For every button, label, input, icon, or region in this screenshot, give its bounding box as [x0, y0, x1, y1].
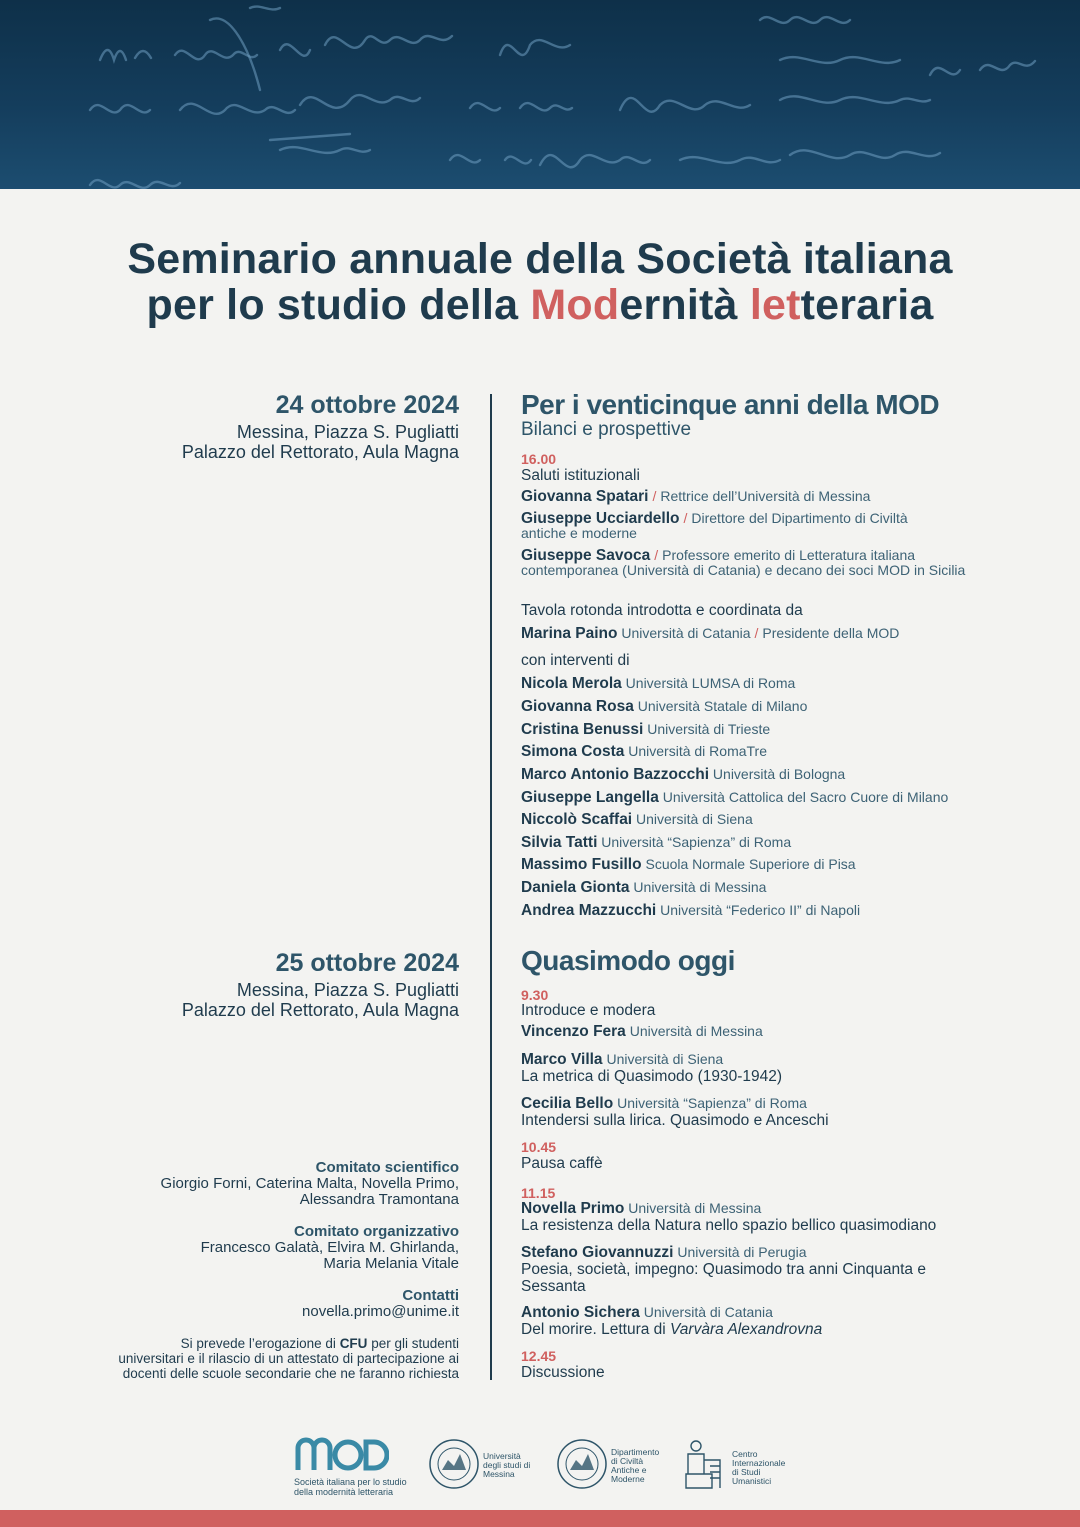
talk-speaker-name: Antonio Sichera: [521, 1304, 640, 1321]
day2-time-4: 12.45: [521, 1348, 557, 1364]
panel-aff: Università Statale di Milano: [637, 698, 808, 714]
scholar-figure-icon: [682, 1438, 728, 1492]
unime-label-3: Messina: [483, 1469, 515, 1479]
talk-speaker-aff: Università di Siena: [606, 1051, 724, 1067]
speaker-name: Giuseppe Savoca: [521, 547, 651, 564]
comitato-organizzativo-heading: Comitato organizzativo: [293, 1223, 459, 1240]
cisu-label-2: Internazionale: [732, 1458, 786, 1468]
cisu-logo: [682, 1438, 792, 1498]
panel-aff: Università di Trieste: [647, 721, 771, 737]
panel-row: [521, 903, 1001, 918]
panel-name: Giuseppe Langella: [521, 789, 659, 806]
panel-aff: Università di Bologna: [712, 766, 846, 782]
con-interventi: con interventi di: [521, 652, 630, 669]
talk-speaker: [521, 1096, 1001, 1111]
speaker-role: Rettrice dell’Università di Messina: [660, 488, 871, 504]
day2-heading: Quasimodo oggi: [521, 945, 735, 976]
talk-speaker-aff: Università “Sapienza” di Roma: [617, 1095, 807, 1111]
moderator-row: [521, 1024, 1001, 1039]
title-highlight-let: let: [749, 281, 801, 329]
pausa-caffe: Pausa caffè: [521, 1155, 603, 1172]
cfu-note: [118, 1336, 459, 1351]
panel-aff: Università “Federico II” di Napoli: [660, 902, 861, 918]
contatti-heading: Contatti: [402, 1287, 459, 1304]
bottom-accent-bar: [0, 1510, 1080, 1527]
panel-aff: Università di Siena: [636, 811, 753, 827]
talk-title: La resistenza della Natura nello spazio bellico quasimodiano: [521, 1217, 937, 1234]
panel-name: Simona Costa: [521, 743, 625, 760]
day2-time-2: 10.45: [521, 1139, 557, 1155]
talk-title: La metrica di Quasimodo (1930-1942): [521, 1068, 783, 1085]
talk-title: Poesia, società, impegno: Quasimodo tra anni Cinquanta e: [521, 1261, 926, 1278]
speaker-role-cont: antiche e moderne: [521, 525, 637, 541]
separator: /: [754, 625, 759, 641]
comitato-organizzativo-names-cont: Maria Melania Vitale: [323, 1255, 459, 1272]
panel-row: [521, 722, 1001, 737]
speaker-row: [521, 489, 1001, 504]
talk-speaker-aff: Università di Perugia: [677, 1244, 807, 1260]
discussione: Discussione: [521, 1364, 605, 1381]
title-line-2: [0, 282, 1080, 328]
panel-name: Daniela Gionta: [521, 879, 630, 896]
panel-row: [521, 812, 1001, 827]
note-cfu: CFU: [339, 1336, 368, 1351]
talk-title-cont: Sessanta: [521, 1278, 586, 1295]
dicam-label-2: di Civiltà: [611, 1456, 644, 1466]
panel-row: [521, 835, 1001, 850]
mod-logo-sub-1: Società italiana per lo studio: [294, 1477, 407, 1487]
day1-subheading: Bilanci e prospettive: [521, 419, 692, 440]
contact-email[interactable]: novella.primo@unime.it: [302, 1303, 459, 1320]
day1-time-1: 16.00: [521, 451, 557, 467]
speaker-name: Giuseppe Ucciardello: [521, 510, 680, 527]
coordinator-name: Marina Paino: [521, 625, 618, 642]
title-part: teraria: [800, 281, 934, 329]
cfu-note-line-2: universitari e il rilascio di un attestato di partecipazione ai: [118, 1351, 459, 1366]
talk-title-text: Del morire. Lettura di: [521, 1321, 671, 1338]
talk-speaker-aff: Università di Catania: [643, 1304, 773, 1320]
title-line-1: Seminario annuale della Società italiana: [127, 235, 953, 283]
day2-info: [182, 949, 459, 1020]
separator: /: [652, 488, 657, 504]
dicam-label-3: Antiche e: [611, 1465, 647, 1475]
cisu-label-1: Centro: [732, 1449, 758, 1459]
speaker-row: [521, 511, 1001, 541]
cisu-label-3: di Studi: [732, 1467, 761, 1477]
panel-aff: Università di Messina: [633, 879, 767, 895]
panel-name: Cristina Benussi: [521, 721, 644, 738]
panel-name: Niccolò Scaffai: [521, 811, 633, 828]
day2-place-2: Palazzo del Rettorato, Aula Magna: [181, 1000, 459, 1020]
coordinator-role: Presidente della MOD: [762, 625, 900, 641]
separator: /: [683, 510, 688, 526]
day1-date: 24 ottobre 2024: [275, 391, 459, 419]
dicam-logo: [556, 1438, 666, 1498]
talk-speaker: [521, 1201, 1001, 1216]
day2-time-1: 9.30: [521, 987, 549, 1003]
unime-label-2: degli studi di: [483, 1460, 531, 1470]
panel-name: Marco Antonio Bazzocchi: [521, 766, 710, 783]
comitato-scientifico-names: Giorgio Forni, Caterina Malta, Novella Primo,: [160, 1175, 459, 1192]
comitato-organizzativo-names: Francesco Galatà, Elvira M. Ghirlanda,: [200, 1239, 459, 1256]
note-text: per gli studenti: [367, 1336, 459, 1351]
day2-place-1: Messina, Piazza S. Pugliatti: [236, 980, 459, 1000]
talk-speaker: [521, 1245, 1001, 1260]
day2-time-3: 11.15: [521, 1185, 556, 1201]
cisu-label-4: Umanistici: [732, 1476, 772, 1486]
handwriting-decoration: [0, 0, 1080, 189]
talk-speaker-name: Novella Primo: [521, 1200, 625, 1217]
column-divider: [490, 394, 492, 1380]
moderator-aff: Università di Messina: [629, 1023, 763, 1039]
panel-aff: Università di RomaTre: [628, 743, 767, 759]
panel-row: [521, 744, 1001, 759]
unime-logo: [428, 1438, 538, 1498]
panel-name: Massimo Fusillo: [521, 856, 642, 873]
talk-speaker-aff: Università di Messina: [628, 1200, 762, 1216]
note-text: Si prevede l’erogazione di: [180, 1336, 340, 1351]
moderator-name: Vincenzo Fera: [521, 1023, 626, 1040]
day1-saluti: Saluti istituzionali: [521, 467, 640, 484]
panel-row: [521, 857, 1001, 872]
mod-logo: [294, 1436, 424, 1496]
comitato-scientifico-names-cont: Alessandra Tramontana: [299, 1191, 459, 1208]
talk-title-italic: Varvàra Alexandrovna: [670, 1321, 823, 1338]
talk-title: [521, 1321, 1001, 1338]
panel-row: [521, 767, 1001, 782]
day1-info: [182, 391, 459, 462]
day1-heading: Per i venticinque anni della MOD: [521, 389, 940, 420]
coordinator-aff: Università di Catania: [621, 625, 751, 641]
speaker-row: [521, 548, 1001, 578]
committees: [118, 1160, 459, 1381]
speaker-name: Giovanna Spatari: [521, 488, 649, 505]
panel-name: Silvia Tatti: [521, 834, 598, 851]
speaker-role: Professore emerito di Letteratura italiana: [662, 547, 916, 563]
talk-title: Intendersi sulla lirica. Quasimodo e Anceschi: [521, 1112, 829, 1129]
panel-row: [521, 880, 1001, 895]
day1-place-1: Messina, Piazza S. Pugliatti: [236, 422, 459, 442]
day2-intro: Introduce e modera: [521, 1002, 656, 1019]
panel-name: Andrea Mazzucchi: [521, 902, 657, 919]
page-title: [0, 236, 1080, 328]
title-part: per lo studio della: [146, 281, 531, 329]
title-highlight-mod: Mod: [530, 281, 620, 329]
panel-row: [521, 676, 1001, 691]
speaker-role: Direttore del Dipartimento di Civiltà: [691, 510, 908, 526]
talk-speaker-name: Cecilia Bello: [521, 1095, 614, 1112]
mod-logo-sub-2: della modernità letteraria: [294, 1487, 394, 1497]
panel-row: [521, 699, 1001, 714]
separator: /: [654, 547, 659, 563]
tavola-rotonda: Tavola rotonda introdotta e coordinata da: [521, 602, 803, 619]
panel-row: [521, 790, 1001, 805]
talk-speaker: [521, 1052, 1001, 1067]
unime-seal-icon: [428, 1438, 480, 1490]
day1-program: [521, 390, 1021, 440]
title-part: ernità: [619, 281, 750, 329]
header-banner-manuscript: [0, 0, 1080, 189]
mod-logo-mark-icon: [294, 1436, 389, 1472]
panel-name: Giovanna Rosa: [521, 698, 634, 715]
panel-aff: Università Cattolica del Sacro Cuore di Milano: [662, 789, 949, 805]
panel-aff: Università LUMSA di Roma: [625, 675, 796, 691]
cfu-note-line-3: docenti delle scuole secondarie che ne faranno richiesta: [122, 1366, 459, 1381]
panel-name: Nicola Merola: [521, 675, 622, 692]
speaker-role-cont: contemporanea (Università di Catania) e decano dei soci MOD in Sicilia: [521, 562, 966, 578]
panel-aff: Scuola Normale Superiore di Pisa: [645, 856, 856, 872]
comitato-scientifico-heading: Comitato scientifico: [315, 1159, 459, 1176]
panel-aff: Università “Sapienza” di Roma: [601, 834, 792, 850]
day2-date: 25 ottobre 2024: [275, 949, 459, 977]
day1-place-2: Palazzo del Rettorato, Aula Magna: [181, 442, 459, 462]
unime-label-1: Università: [483, 1451, 521, 1461]
talk-speaker: [521, 1305, 1001, 1320]
coordinator-row: [521, 626, 1001, 641]
talk-speaker-name: Marco Villa: [521, 1051, 603, 1068]
dicam-seal-icon: [556, 1438, 608, 1490]
talk-speaker-name: Stefano Giovannuzzi: [521, 1244, 674, 1261]
dicam-label-1: Dipartimento: [611, 1447, 660, 1457]
dicam-label-4: Moderne: [611, 1474, 645, 1484]
